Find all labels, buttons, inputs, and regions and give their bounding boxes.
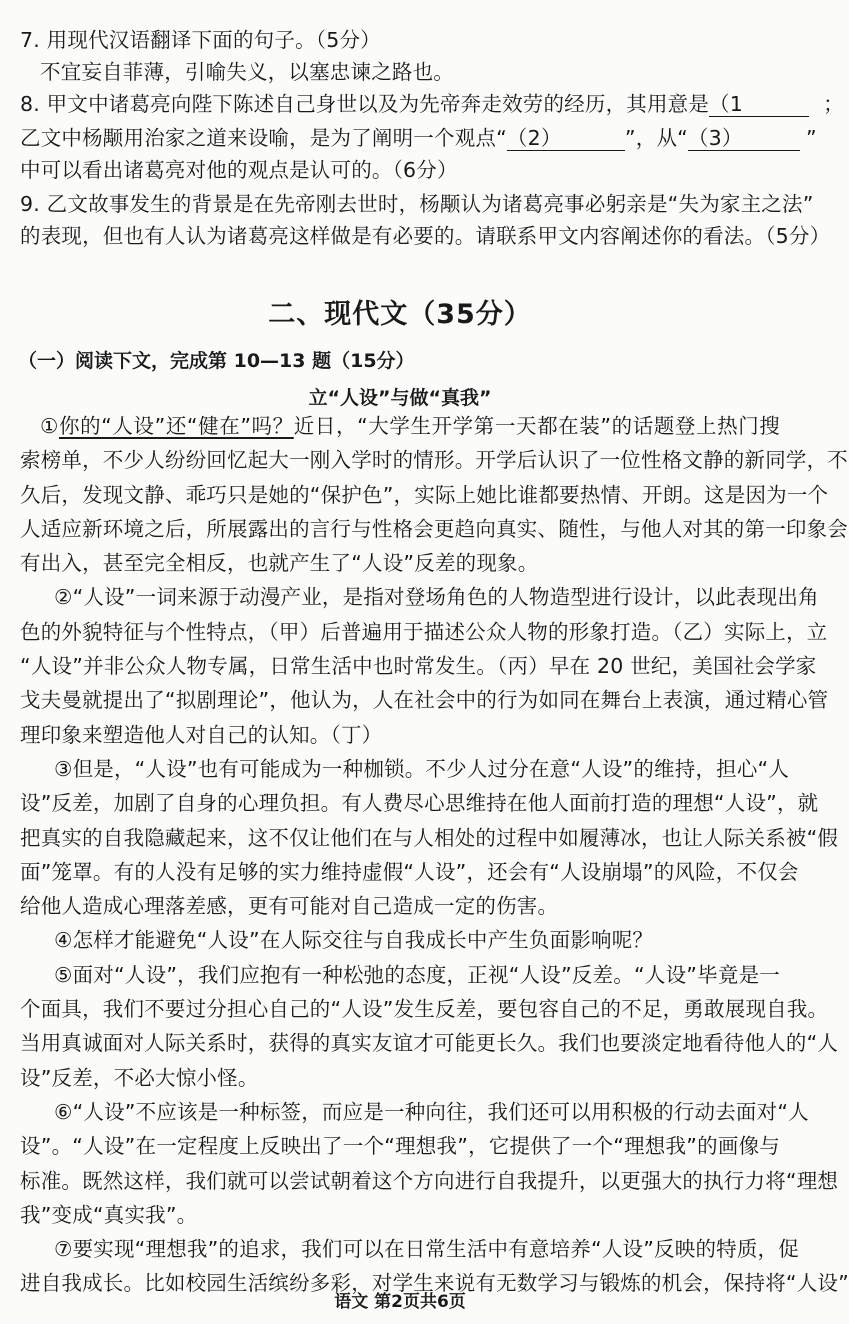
paragraph-1-line: 索榜单，不少人纷纷回忆起大一刚入学时的情形。开学后认识了一位性格文静的新同学，不 — [20, 448, 848, 472]
answer-blank-2[interactable]: （2） — [507, 126, 625, 151]
paragraph-7-line: ⑦要实现“理想我”的追求，我们可以在日常生活中有意培养“人设”反映的特质，促 — [54, 1237, 799, 1261]
paragraph-1-line-1 — [40, 412, 780, 440]
reading-sub-heading: （一）阅读下文，完成第 10—13 题（15分） — [18, 350, 415, 372]
question-8-line-2 — [20, 124, 817, 152]
paragraph-6-line: 标准。既然这样，我们就可以尝试朝着这个方向进行自我提升，以更强大的执行力将“理想 — [20, 1169, 839, 1193]
paragraph-1-text: 近日，“大学生开学第一天都在装”的话题登上热门搜 — [293, 414, 780, 438]
paragraph-6-line: ⑥“人设”不应该是一种标签，而应是一种向往，我们还可以用积极的行动去面对“人 — [54, 1100, 809, 1124]
paragraph-3-line: 设”反差，加剧了自身的心理负担。有人费尽心思维持在他人面前打造的理想“人设”，就 — [20, 791, 819, 815]
paragraph-2-line: ②“人设”一词来源于动漫产业，是指对登场角色的人物造型进行设计，以此表现出角 — [54, 585, 819, 609]
question-7-prompt: 7. 用现代汉语翻译下面的句子。（5分） — [20, 28, 381, 52]
question-8-line-1 — [20, 90, 844, 118]
paragraph-3-line: 给他人造成心理落差感，更有可能对自己造成一定的伤害。 — [20, 894, 559, 918]
paragraph-2-line: 理印象来塑造他人对自己的认知。（丁） — [20, 723, 383, 747]
question-9-line-1: 9. 乙文故事发生的背景是在先帝刚去世时，杨颙认为诸葛亮事必躬亲是“失为家主之法” — [20, 192, 814, 216]
question-8-text-2: 乙文中杨颙用治家之道来设喻，是为了阐明一个观点“ — [20, 126, 507, 150]
paragraph-5-line: 个面具，我们不要过分担心自己的“人设”发生反差，要包容自己的不足，勇敢展现自我。 — [20, 997, 829, 1021]
question-8-text-1: 8. 甲文中诸葛亮向陛下陈述自己身世以及为先帝奔走效劳的经历，其用意是 — [20, 92, 710, 116]
paragraph-3-line: ③但是，“人设”也有可能成为一种枷锁。不少人过分在意“人设”的维持，担心“人 — [54, 757, 790, 781]
paragraph-1-line: 有出入，甚至完全相反，也就产生了“人设”反差的现象。 — [20, 551, 539, 575]
paragraph-7-line: 进自我成长。比如校园生活缤纷多彩，对学生来说有无数学习与锻炼的机会，保持将“人设” — [20, 1271, 849, 1295]
underlined-sentence: 你的“人设”还“健在”吗？ — [58, 414, 294, 438]
paragraph-6-line: 设”。“人设”在一定程度上反映出了一个“理想我”，它提供了一个“理想我”的画像与 — [20, 1134, 780, 1158]
paragraph-2-line: “人设”并非公众人物专属，日常生活中也时常发生。（丙）早在 20 世纪，美国社会学家 — [20, 654, 817, 678]
paragraph-5-line: 当用真诚面对人际关系时，获得的真实友谊才可能更长久。我们也要淡定地看待他人的“人 — [20, 1031, 839, 1055]
answer-blank-3[interactable]: （3） — [688, 126, 800, 151]
section-title: 二、现代文（35分） — [268, 299, 532, 330]
paragraph-3-line: 面”笼罩。有的人没有足够的实力维持虚假“人设”，还会有“人设崩塌”的风险，不仅会 — [20, 860, 799, 884]
paragraph-marker: ① — [40, 414, 59, 438]
answer-blank-1[interactable]: （1 — [709, 92, 809, 117]
paragraph-6-line: 我”变成“真实我”。 — [20, 1203, 198, 1227]
paragraph-1-line: 久后，发现文静、乖巧只是她的“保护色”，实际上她比谁都要热情、开朗。这是因为一个 — [20, 483, 829, 507]
paragraph-5-line: ⑤面对“人设”，我们应抱有一种松弛的态度，正视“人设”反差。“人设”毕竟是一 — [54, 963, 780, 987]
question-8-line-3: 中可以看出诸葛亮对他的观点是认可的。（6分） — [20, 158, 458, 182]
paragraph-4-line: ④怎样才能避免“人设”在人际交往与自我成长中产生负面影响呢？ — [54, 928, 654, 952]
paragraph-1-line: 人适应新环境之后，所展露出的言行与性格会更趋向真实、随性，与他人对其的第一印象会 — [20, 517, 848, 541]
paragraph-2-line: 戈夫曼就提出了“拟剧理论”，他认为，人在社会中的行为如同在舞台上表演，通过精心管 — [20, 688, 829, 712]
question-8-text-mid: ”，从“ — [624, 126, 688, 150]
article-title: 立“人设”与做“真我” — [308, 387, 492, 409]
quote-close: ” — [805, 126, 817, 150]
semicolon: ； — [823, 92, 844, 116]
paragraph-3-line: 把真实的自我隐藏起来，这不仅让他们在与人相处的过程中如履薄冰，也让人际关系被“假 — [20, 826, 839, 850]
paragraph-2-line: 色的外貌特征与个性特点，（甲）后普遍用于描述公众人物的形象打造。（乙）实际上，立 — [20, 620, 828, 644]
paragraph-5-line: 设”反差，不必大惊小怪。 — [20, 1066, 259, 1090]
question-7-sentence: 不宜妄自菲薄，引喻失义，以塞忠谏之路也。 — [40, 60, 454, 84]
page-footer: 语文 第2页共6页 — [334, 1292, 466, 1312]
question-9-line-2: 的表现，但也有人认为诸葛亮这样做是有必要的。请联系甲文内容阐述你的看法。（5分） — [20, 224, 831, 248]
